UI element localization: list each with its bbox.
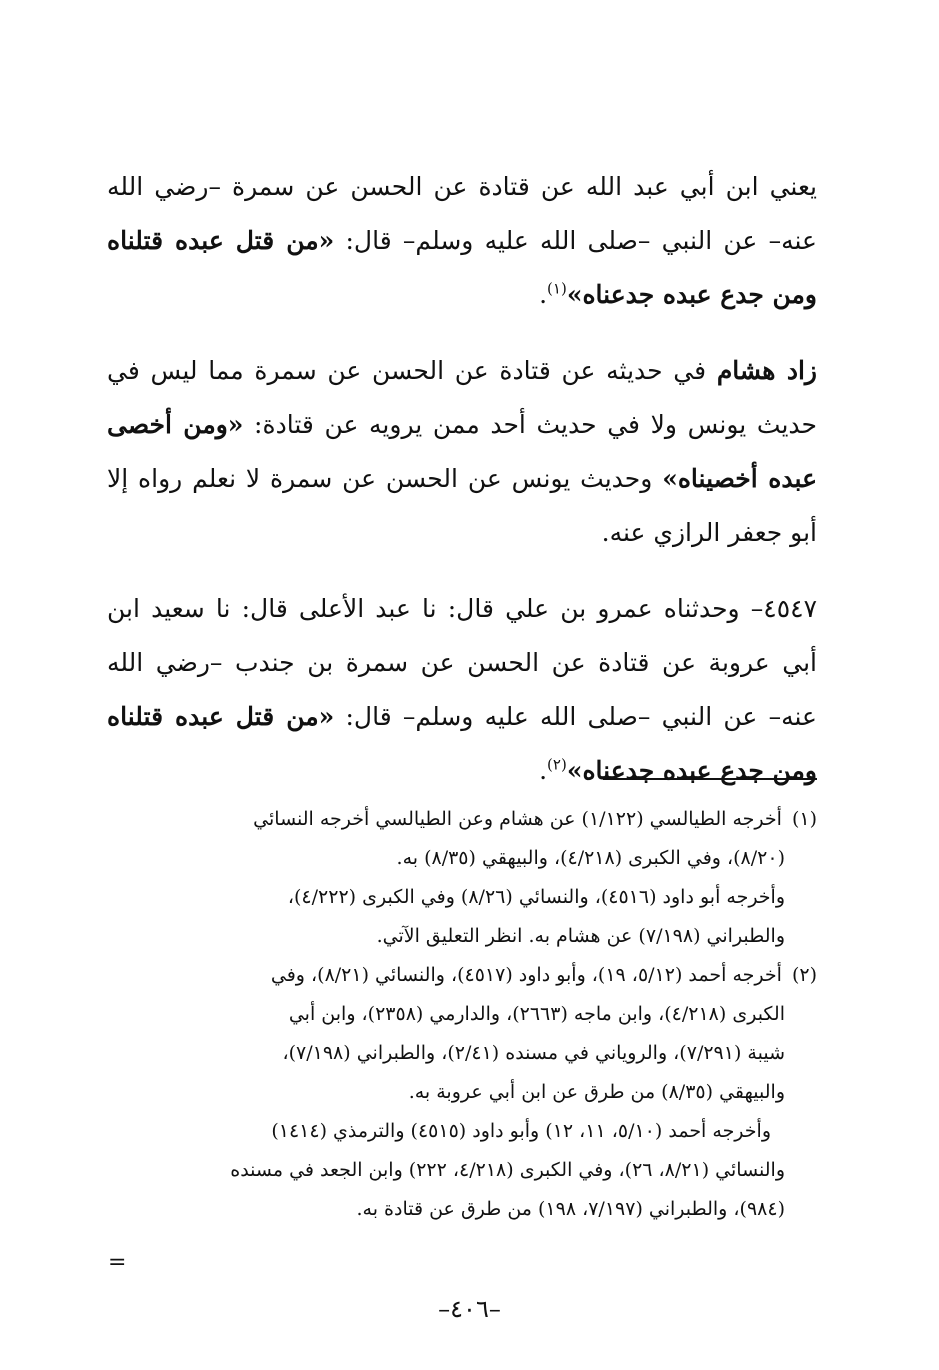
hadith-quote-3: «من قتل عبده قتلناه ومن جدع عبده جدعناه»	[107, 702, 817, 785]
paragraph-3	[107, 582, 817, 798]
footnote-1-line-3: وأخرجه أبو داود (٤٥١٦)، والنسائي (٨/٢٦) وفي الكبرى (٤/٢٢٢)،	[287, 886, 785, 908]
footnote-ref-2[interactable]: (٢)	[547, 755, 567, 774]
hadith-quote-1: «من قتل عبده قتلناه ومن جدع عبده جدعناه»	[107, 226, 817, 309]
footnote-1-number: (١)	[791, 808, 817, 830]
footnote-2-line-5: وأخرجه أحمد (٥/١٠، ١١، ١٢) وأبو داود (٤٥١٥) والترمذي (١٤١٤)	[271, 1120, 771, 1142]
footnote-1-line-4: والطبراني (٧/١٩٨) عن هشام به. انظر التعليق الآتي.	[376, 925, 785, 947]
footnote-2-line-7: (٩٨٤)، والطبراني (٧/١٩٧، ١٩٨) من طرق عن قتادة به.	[356, 1198, 785, 1220]
paragraph-2	[107, 344, 817, 560]
footnote-2-line-4: والبيهقي (٨/٣٥) من طرق عن ابن أبي عروبة به.	[408, 1081, 785, 1103]
footnote-ref-1[interactable]: (١)	[547, 279, 567, 298]
footnote-2	[107, 956, 817, 1229]
footnotes	[107, 800, 817, 1229]
paragraph-1	[107, 160, 817, 322]
paragraph-3-text: ٤٥٤٧– وحدثناه عمرو بن علي قال: نا عبد الأعلى قال: نا سعيد ابن أبي عروبة عن قتادة عن الحسن عن سمرة بن جندب –رضي الله عنه– عن النبي –صلى الله عليه وسلم– قال:	[107, 594, 817, 731]
footnote-2-line-2: الكبرى (٤/٢١٨)، وابن ماجه (٢٦٦٣)، والدارمي (٢٣٥٨)، وابن أبي	[288, 1003, 785, 1025]
main-text	[107, 160, 817, 820]
footnote-1-line-2: (٨/٢٠)، وفي الكبرى (٤/٢١٨)، والبيهقي (٨/٣٥) به.	[396, 847, 785, 869]
footnote-1-line-1-text: أخرجه الطيالسي (١/١٢٢) عن هشام وعن الطيالسي أخرجه النسائي	[253, 808, 782, 830]
footnote-2-number: (٢)	[791, 964, 817, 986]
paragraph-3-end: .	[539, 756, 548, 785]
narrator-addition: زاد هشام	[716, 356, 818, 385]
page-number: –٤٠٦–	[438, 1295, 501, 1323]
hadith-quote-2: «ومن أخصى عبده أخصيناه»	[107, 410, 817, 493]
paragraph-1-end: .	[539, 280, 548, 309]
footnote-divider	[603, 778, 817, 780]
footnote-1-line-1	[107, 800, 817, 839]
paragraph-2-text-b: وحديث يونس عن الحسن عن سمرة لا نعلم رواه إلا أبو جعفر الرازي عنه.	[107, 464, 817, 547]
footnote-2-line-1	[107, 956, 817, 995]
footnote-2-line-1-text: أخرجه أحمد (٥/١٢، ١٩)، وأبو داود (٤٥١٧)، والنسائي (٨/٢١)، وفي	[270, 964, 782, 986]
continuation-mark: =	[108, 1250, 127, 1275]
footnote-2-line-3: شيبة (٧/٢٩١)، والروياني في مسنده (٢/٤١)، والطبراني (٧/١٩٨)،	[282, 1042, 785, 1064]
paragraph-2-text-a: في حديثه عن قتادة عن الحسن عن سمرة مما ليس في حديث يونس ولا في حديث أحد ممن يرويه عن قتادة:	[107, 356, 817, 439]
footnote-2-line-6: والنسائي (٨/٢١، ٢٦)، وفي الكبرى (٤/٢١٨، ٢٢٢) وابن الجعد في مسنده	[230, 1159, 785, 1181]
footnote-1	[107, 800, 817, 956]
paragraph-1-text: يعني ابن أبي عبد الله عن قتادة عن الحسن عن سمرة –رضي الله عنه– عن النبي –صلى الله عليه وسلم– قال:	[107, 172, 817, 255]
